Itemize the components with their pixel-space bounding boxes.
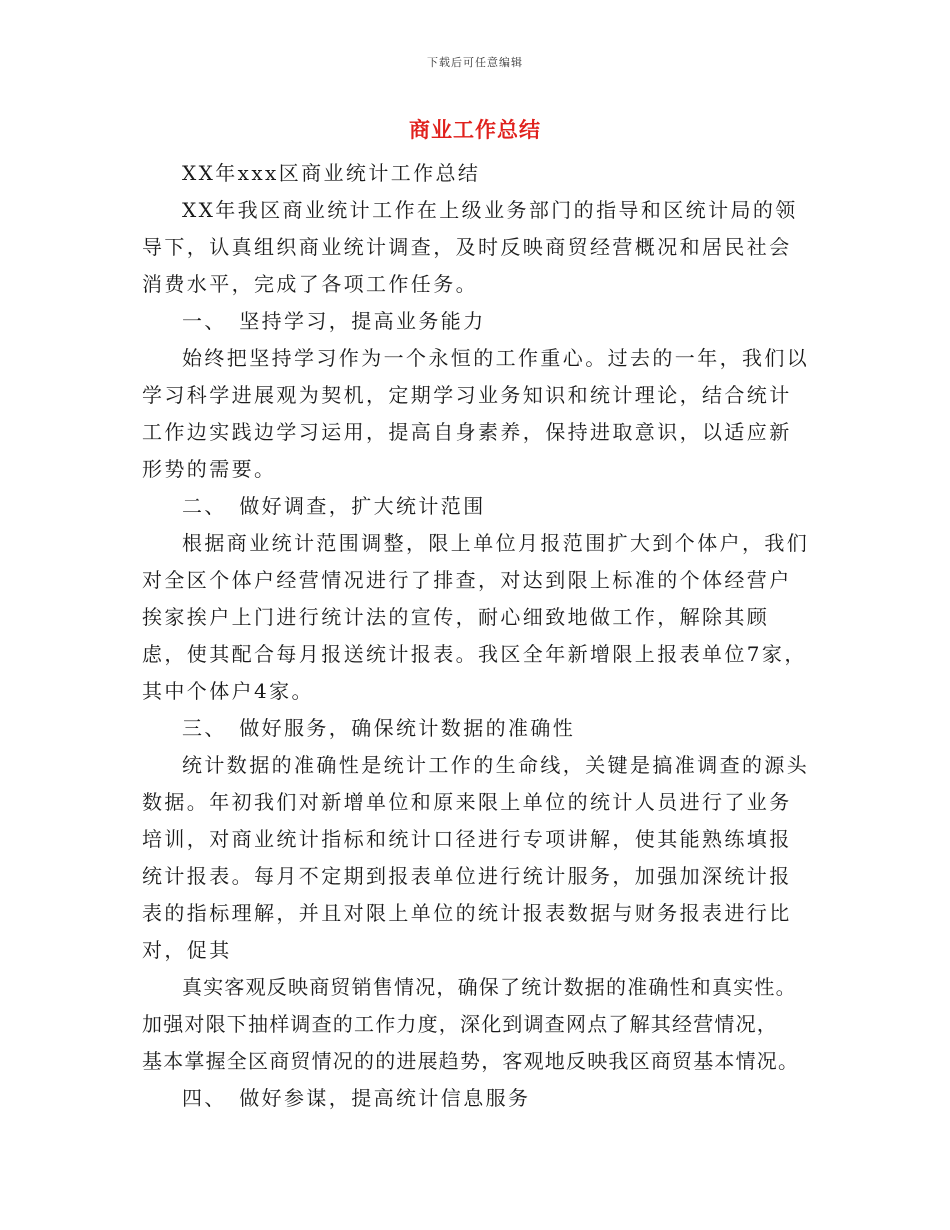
section-heading-2: 二、 做好调查，扩大统计范围 xyxy=(182,494,486,518)
document-body xyxy=(142,155,810,1117)
intro-paragraph: XX年我区商业统计工作在上级业务部门的指导和区统计局的领导下，认真组织商业统计调查，及时反映商贸经营概况和居民社会消费水平，完成了各项工作任务。 xyxy=(142,198,798,296)
section-heading-4: 四、 做好参谋，提高统计信息服务 xyxy=(182,1086,531,1110)
section-paragraph-3-line-2: 加强对限下抽样调查的工作力度，深化到调查网点了解其经营情况， xyxy=(142,1012,778,1036)
document-title: 商业工作总结 xyxy=(409,118,541,142)
section-paragraph-1: 始终把坚持学习作为一个永恒的工作重心。过去的一年，我们以学习科学进展观为契机，定期学习业务知识和统计理论，结合统计工作边实践边学习运用，提高自身素养，保持进取意识，以适应新形势的需要。 xyxy=(142,346,810,481)
section-heading-3: 三、 做好服务，确保统计数据的准确性 xyxy=(182,716,576,740)
section-paragraph-3-line-3: 基本掌握全区商贸情况的的进展趋势，客观地反映我区商贸基本情况。 xyxy=(142,1049,800,1073)
section-heading-1: 一、 坚持学习，提高业务能力 xyxy=(182,309,486,333)
section-paragraph-3-continued: 真实客观反映商贸销售情况，确保了统计数据的准确性和真实性。 xyxy=(182,975,797,999)
section-paragraph-2: 根据商业统计范围调整，限上单位月报范围扩大到个体户，我们对全区个体户经营情况进行了排查，对达到限上标准的个体经营户挨家挨户上门进行统计法的宣传，耐心细致地做工作，解除其顾虑，使其配合每月报送统计报表。我区全年新增限上报表单位7家，其中个体户4家。 xyxy=(142,531,810,703)
section-paragraph-3: 统计数据的准确性是统计工作的生命线，关键是搞准调查的源头数据。年初我们对新增单位和原来限上单位的统计人员进行了业务培训，对商业统计指标和统计口径进行专项讲解，使其能熟练填报统计报表。每月不定期到报表单位进行统计服务，加强加深统计报表的指标理解，并且对限上单位的统计报表数据与财务报表进行比对，促其 xyxy=(142,753,810,962)
subtitle-paragraph: XX年xxx区商业统计工作总结 xyxy=(182,161,481,185)
page-header-note: 下载后可任意编辑 xyxy=(427,56,523,69)
